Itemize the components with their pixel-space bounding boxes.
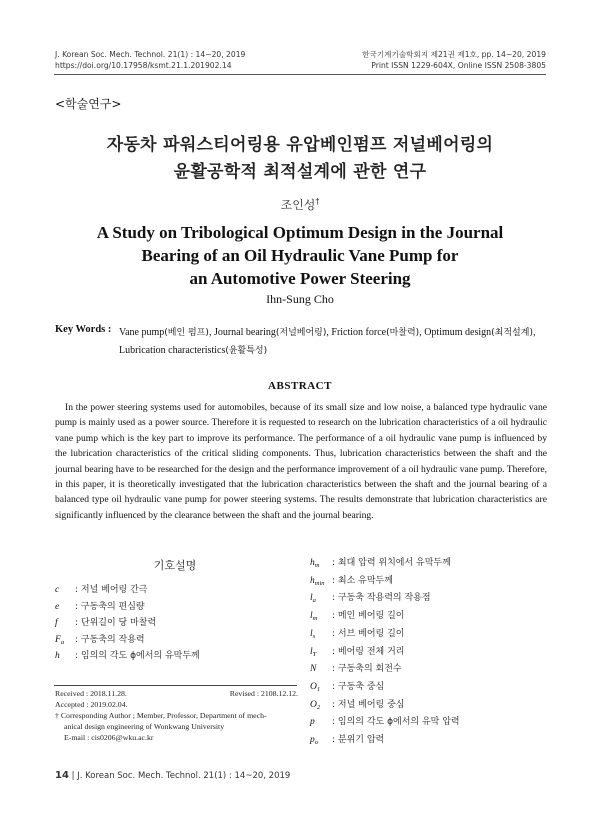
symbol-subscript: 2: [316, 703, 321, 711]
keywords-line1: [119, 324, 549, 342]
keyword-en: Optimum design: [424, 327, 492, 338]
symbol-letter: f: [55, 618, 58, 629]
symbol-description: : 저널 베어링 중심: [332, 699, 405, 710]
keyword-ko: (저널베어링): [275, 328, 327, 338]
symbol-subscript: m: [312, 615, 318, 623]
korean-title-line2: 윤활공학적 최적설계에 관한 연구: [173, 162, 427, 182]
symbol-description: : 분위기 압력: [332, 735, 385, 745]
keyword-sep: ,: [208, 327, 214, 338]
symbol-subscript: o: [314, 739, 318, 746]
nomenclature-row: [310, 679, 384, 695]
symbol-description: : 구동축의 편심량: [75, 601, 145, 612]
symbol-letter: e: [55, 601, 60, 612]
symbol-letter: c: [55, 585, 60, 595]
journal-citation-korean: 한국기계기술학회지 제21권 제1호, pp. 14~20, 2019: [362, 50, 546, 59]
english-title-line2: Bearing of an Oil Hydraulic Vane Pump for: [141, 246, 459, 265]
footer-citation: | J. Korean Soc. Mech. Technol. 21(1) : 14~20, 2019: [71, 771, 291, 781]
keyword-en: Friction force: [331, 327, 387, 338]
symbol-letter: F: [55, 634, 61, 645]
running-header-right: [362, 49, 546, 71]
article-type: <학술연구>: [55, 97, 122, 111]
symbol-description: : 최대 압력 위치에서 유막두께: [332, 558, 451, 568]
symbol-description: : 구동축 중심: [332, 681, 385, 692]
nomenclature-row: [55, 599, 145, 615]
symbol-description: : 서브 베어링 길이: [332, 628, 405, 639]
symbol-description: : 구동축의 작용력: [75, 634, 145, 645]
symbol-letter: N: [310, 664, 317, 675]
footnote-rule: [54, 685, 297, 686]
symbol: [55, 615, 75, 631]
footnote-dates: [55, 688, 298, 699]
author-email: E-mail : cis0206@wku.ac.kr: [64, 733, 154, 742]
symbol-letter: l: [310, 628, 313, 639]
revised-date: Revised : 2108.12.12.: [229, 689, 298, 698]
symbol: [55, 648, 75, 664]
keywords-label: Key Words :: [55, 324, 112, 335]
keyword-en: Vane pump: [119, 327, 165, 338]
symbol-subscript: a: [312, 597, 316, 605]
symbol-subscript: m: [314, 562, 320, 569]
symbol-subscript: s: [312, 632, 316, 640]
symbol-letter: p: [310, 735, 315, 745]
keywords-line2: [119, 342, 549, 360]
symbol: [310, 573, 332, 592]
symbol-description: : 구동축의 회전수: [332, 664, 402, 675]
symbol-description: : 단위길이 당 마찰력: [75, 618, 157, 629]
symbol: [310, 714, 332, 730]
keyword-ko: (최적설계): [491, 328, 533, 338]
keyword-en: Lubrication characteristics: [119, 345, 226, 356]
keyword-sep: ,: [326, 327, 332, 338]
keyword-sep: ,: [532, 327, 536, 338]
accepted-date: Accepted : 2019.02.04.: [55, 700, 128, 709]
page-footer: [55, 770, 290, 781]
korean-author: [0, 196, 600, 213]
symbol-description: : 베어링 전체 거리: [332, 646, 405, 657]
keywords-list: [119, 324, 549, 360]
nomenclature-title: 기호설명: [153, 559, 197, 572]
symbol: [310, 679, 332, 698]
symbol-letter: h: [310, 575, 315, 586]
english-author: Ihn-Sung Cho: [266, 292, 334, 306]
abstract-title: ABSTRACT: [268, 380, 332, 392]
nomenclature-row: [310, 590, 431, 606]
nomenclature-row: [55, 582, 147, 598]
header-rule: [54, 74, 546, 75]
symbol-description: : 임의의 각도 ϕ에서의 유막 압력: [332, 717, 460, 728]
nomenclature-row: [55, 648, 200, 664]
symbol-letter: l: [310, 593, 313, 604]
symbol: [55, 599, 75, 615]
symbol-description: : 구동축 작용력의 작용점: [332, 593, 431, 604]
abstract-paragraph: In the power steering systems used for automobiles, because of its small size and low noise, a balanced type hydraulic vane pump is mainly used as a power source. Therefore it is requested to research on the lubrication characteristics of a oil hydraulic vane pump which is the key part to improve its performance. The performance of a oil hydraulic vane pump is influenced by the lubrication characteristics of the critical sliding components. Thus, lubrication characteristics between the shaft and the journal bearing have to be researched for the design and the performance improvement of a oil hydraulic vane pump. Therefore, in this paper, it is theoretically investigated that the lubrication characteristics between the shaft and the journal bearing of a balanced type oil hydraulic vane pump for power steering systems. The results demonstrate that lubrication characteristics are significantly influenced by the clearance between the shaft and the journal bearing.: [55, 402, 547, 521]
symbol: [55, 582, 75, 598]
nomenclature-row: [310, 697, 404, 713]
symbol-subscript: min: [314, 579, 325, 587]
symbol-subscript: T: [312, 650, 317, 658]
doi-link[interactable]: https://doi.org/10.17958/ksmt.21.1.201902.14: [55, 61, 232, 70]
nomenclature-row: [310, 714, 460, 730]
nomenclature-row: [310, 732, 384, 748]
corresponding-author-1: † Corresponding Author ; Member, Professor, Department of mech-: [55, 711, 267, 720]
symbol-letter: p: [310, 717, 315, 728]
journal-citation: J. Korean Soc. Mech. Technol. 21(1) : 14~20, 2019: [55, 50, 246, 59]
symbol-description: : 저널 베어링 간극: [75, 585, 148, 595]
nomenclature-row: [55, 615, 156, 631]
symbol: [310, 608, 332, 627]
english-title-line3: an Automotive Power Steering: [189, 269, 411, 288]
symbol-letter: l: [310, 646, 313, 657]
symbol-description: : 임의의 각도 ϕ에서의 유막두께: [75, 651, 200, 662]
issn-info: Print ISSN 1229-604X, Online ISSN 2508-3805: [371, 61, 546, 70]
symbol-subscript: a: [60, 638, 65, 646]
abstract-body: [55, 400, 547, 523]
keyword-en: Journal bearing: [213, 327, 276, 338]
symbol-letter: O: [310, 681, 317, 692]
korean-author-name: 조인성: [280, 198, 316, 212]
symbol: [310, 697, 332, 716]
symbol-letter: h: [310, 558, 315, 568]
symbol: [310, 644, 332, 663]
nomenclature-row: [310, 608, 404, 624]
symbol: [310, 555, 332, 574]
symbol: [310, 626, 332, 645]
running-header-left: [55, 49, 245, 71]
symbol-letter: h: [55, 651, 60, 662]
nomenclature-row: [310, 626, 404, 642]
keyword-ko: (윤활특성): [225, 346, 268, 356]
symbol-description: : 메인 베어링 길이: [332, 611, 405, 622]
english-title-line1: A Study on Tribological Optimum Design in the Journal: [96, 223, 504, 242]
keyword-sep: ,: [419, 327, 425, 338]
keyword-ko: (마찰력): [386, 328, 420, 338]
nomenclature-row: [310, 661, 402, 677]
page-number: 14: [55, 770, 69, 781]
symbol-description: : 최소 유막두께: [332, 575, 393, 586]
received-date: Received : 2018.11.28.: [55, 689, 127, 698]
nomenclature-row: [55, 632, 145, 648]
nomenclature-row: [310, 573, 393, 589]
corresponding-author-2: anical design engineering of Wonkwang University: [64, 722, 225, 731]
symbol-letter: O: [310, 699, 317, 710]
korean-title-line1: 자동차 파워스티어링용 유압베인펌프 저널베어링의: [106, 135, 494, 155]
symbol: [310, 661, 332, 677]
corresponding-mark: †: [315, 197, 320, 206]
symbol: [310, 732, 332, 751]
nomenclature-row: [310, 644, 404, 660]
keyword-ko: (베인 펌프): [164, 328, 209, 338]
symbol-subscript: 1: [316, 685, 321, 693]
nomenclature-row: [310, 555, 451, 571]
symbol: [310, 590, 332, 609]
symbol-letter: l: [310, 611, 313, 622]
